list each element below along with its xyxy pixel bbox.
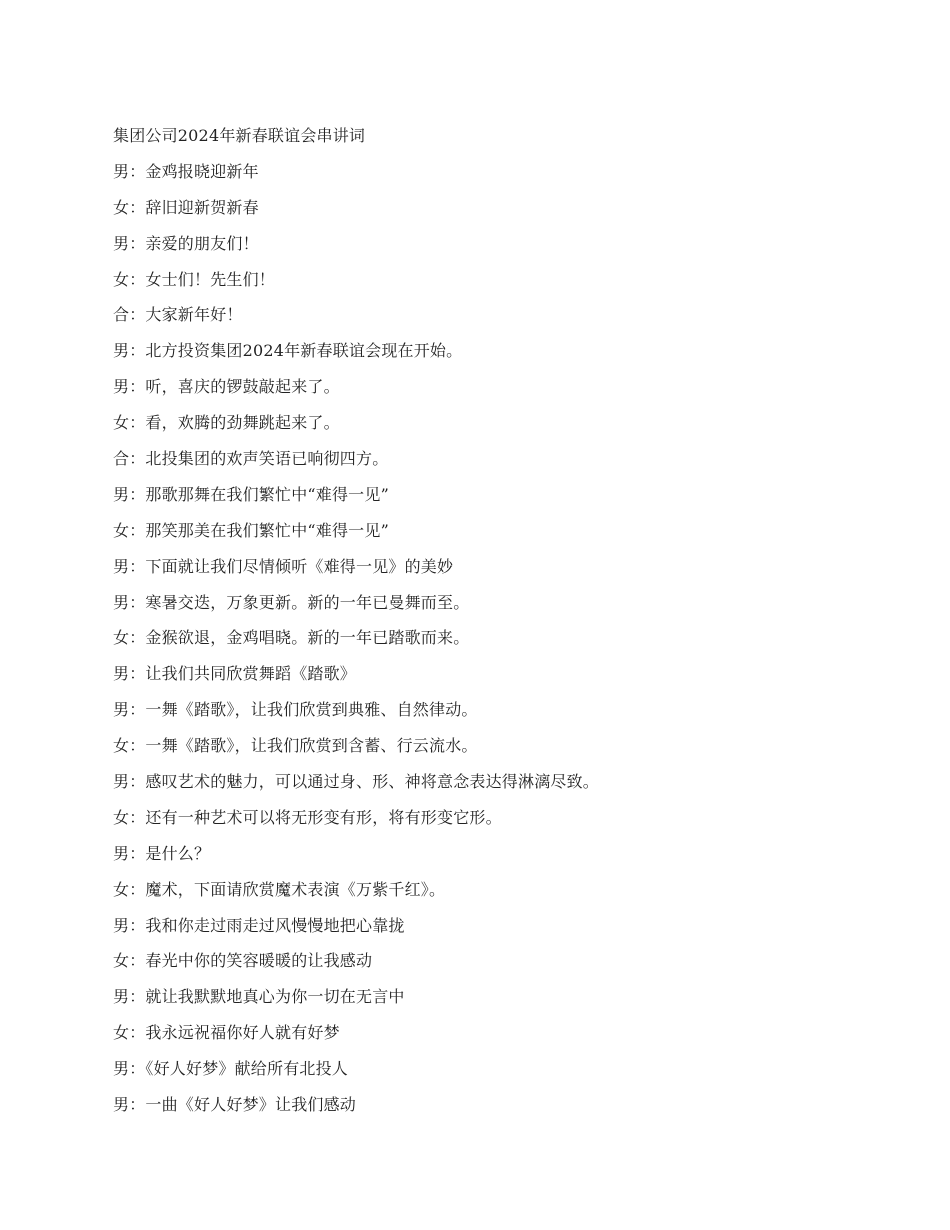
script-line: 女：看，欢腾的劲舞跳起来了。 (113, 413, 340, 433)
script-line: 女：女士们！先生们！ (113, 269, 276, 289)
script-line: 女：那笑那美在我们繁忙中“难得一见” (113, 520, 389, 540)
script-line: 男：是什么？ (113, 843, 211, 863)
script-line: 女：辞旧迎新贺新春 (113, 197, 259, 217)
script-line: 男：寒暑交迭，万象更新。新的一年已曼舞而至。 (113, 592, 470, 612)
script-line: 男：下面就让我们尽情倾听《难得一见》的美妙 (113, 556, 454, 576)
script-line: 男：金鸡报晓迎新年 (113, 161, 259, 181)
script-line: 男：北方投资集团2024年新春联谊会现在开始。 (113, 341, 463, 361)
script-line: 男：感叹艺术的魅力，可以通过身、形、神将意念表达得淋漓尽致。 (113, 772, 600, 792)
script-line: 男：我和你走过雨走过风慢慢地把心靠拢 (113, 915, 405, 935)
script-line: 男：就让我默默地真心为你一切在无言中 (113, 987, 405, 1007)
script-line: 男：《好人好梦》献给所有北投人 (113, 1059, 349, 1079)
script-line: 男：听，喜庆的锣鼓敲起来了。 (113, 377, 340, 397)
script-line: 男：亲爱的朋友们！ (113, 233, 259, 253)
script-line: 女：春光中你的笑容暖暖的让我感动 (113, 951, 373, 971)
document-title: 集团公司2024年新春联谊会串讲词 (113, 126, 366, 145)
script-line: 合：大家新年好！ (113, 305, 243, 325)
script-line: 男：一舞《踏歌》，让我们欣赏到典雅、自然律动。 (113, 700, 478, 720)
script-line: 男：那歌那舞在我们繁忙中“难得一见” (113, 484, 389, 504)
script-line: 女：魔术，下面请欣赏魔术表演《万紫千红》。 (113, 879, 446, 899)
script-line: 男：让我们共同欣赏舞蹈《踏歌》 (113, 664, 357, 684)
script-line: 女：还有一种艺术可以将无形变有形，将有形变它形。 (113, 807, 502, 827)
script-line: 女：金猴欲退，金鸡唱晓。新的一年已踏歌而来。 (113, 628, 470, 648)
script-line: 女：一舞《踏歌》，让我们欣赏到含蓄、行云流水。 (113, 736, 478, 756)
script-line: 合：北投集团的欢声笑语已响彻四方。 (113, 449, 389, 469)
script-line: 女：我永远祝福你好人就有好梦 (113, 1023, 340, 1043)
script-line: 男：一曲《好人好梦》让我们感动 (113, 1095, 357, 1115)
document-body (113, 118, 873, 1123)
